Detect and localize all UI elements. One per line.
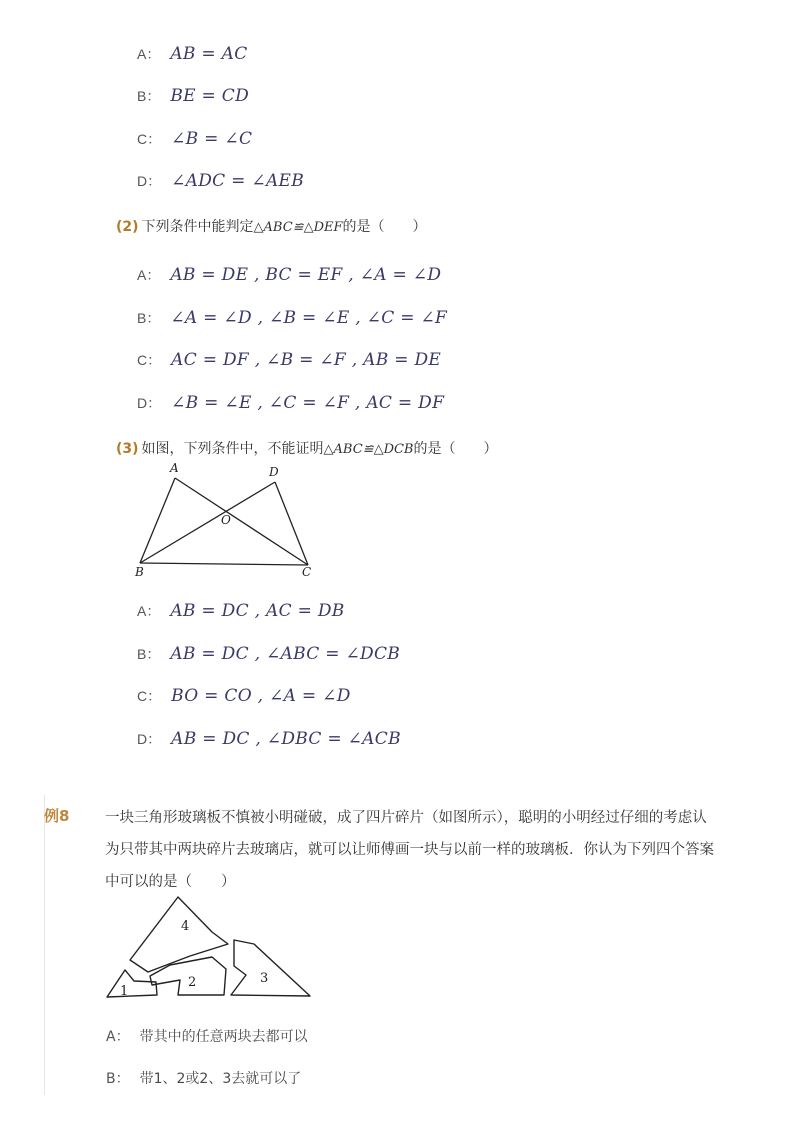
option-label: A：	[137, 267, 161, 283]
question-3	[116, 438, 498, 458]
option-math: AC = DF , ∠B = ∠F , AB = DE	[171, 350, 442, 370]
point-label-o: O	[221, 513, 231, 527]
point-label-c: C	[302, 565, 312, 579]
answer-label: B：	[106, 1071, 130, 1087]
question-text: 下列条件中能判定	[141, 219, 254, 235]
example-text-line-3: 中可以的是（ ）	[105, 874, 236, 890]
question-text: 如图，下列条件中，不能证明	[141, 441, 324, 457]
option-label: D：	[137, 173, 162, 189]
q1-option-b[interactable]	[137, 86, 249, 106]
example-answer-a[interactable]	[106, 1026, 308, 1046]
option-label: A：	[137, 603, 161, 619]
example-text-line-1: 一块三角形玻璃板不慎被小明碰破，成了四片碎片（如图所示），聪明的小明经过仔细的考虑认	[105, 810, 707, 826]
q3-option-d[interactable]	[137, 729, 401, 749]
option-math: ∠B = ∠E , ∠C = ∠F , AC = DF	[171, 393, 445, 413]
option-math: AB = DC , AC = DB	[170, 601, 345, 621]
option-label: A：	[137, 46, 161, 62]
option-math: BE = CD	[170, 86, 250, 106]
option-label: B：	[137, 646, 161, 662]
q3-option-a[interactable]	[137, 601, 345, 621]
point-label-b: B	[135, 565, 144, 579]
option-math: ∠ADC = ∠AEB	[171, 171, 305, 191]
question-number: (2)	[116, 219, 139, 235]
example-label: 例8	[44, 807, 70, 825]
option-label: B：	[137, 88, 161, 104]
q2-option-b[interactable]	[137, 308, 447, 328]
segment-dc	[275, 482, 308, 565]
option-label: D：	[137, 395, 162, 411]
option-label: C：	[137, 131, 162, 147]
point-label-d: D	[269, 465, 279, 479]
answer-label: A：	[106, 1029, 130, 1045]
q3-option-c[interactable]	[137, 686, 351, 706]
q1-option-a[interactable]	[137, 44, 248, 64]
answer-text: 带1、2或2、3去就可以了	[139, 1071, 302, 1087]
q3-option-b[interactable]	[137, 644, 400, 664]
glass-piece-3	[231, 940, 310, 996]
segment-bc	[140, 563, 308, 565]
piece-label-4: 4	[181, 919, 190, 934]
q2-option-d[interactable]	[137, 393, 444, 413]
option-math: AB = DC , ∠DBC = ∠ACB	[171, 729, 401, 749]
option-math: AB = DC , ∠ABC = ∠DCB	[170, 644, 401, 664]
triangle-expression: △ABC≌△DEF	[253, 220, 343, 235]
option-label: B：	[137, 310, 161, 326]
example-divider	[44, 795, 45, 1095]
piece-label-2: 2	[188, 975, 197, 990]
point-label-a: A	[170, 461, 179, 475]
q1-option-c[interactable]	[137, 129, 252, 149]
triangle-figure	[130, 458, 330, 583]
option-math: AB = AC	[170, 44, 248, 64]
piece-label-1: 1	[120, 984, 129, 999]
question-text-end: 的是（ ）	[342, 219, 427, 235]
question-text-end: 的是（ ）	[413, 441, 498, 457]
glass-pieces-figure	[100, 892, 320, 1004]
option-math: ∠B = ∠C	[171, 129, 253, 149]
segment-ab	[140, 478, 175, 563]
option-math: AB = DE , BC = EF , ∠A = ∠D	[170, 265, 442, 285]
glass-piece-4	[130, 897, 228, 972]
answer-text: 带其中的任意两块去都可以	[139, 1029, 308, 1045]
segment-ac	[175, 478, 308, 565]
q2-option-c[interactable]	[137, 350, 441, 370]
piece-label-3: 3	[260, 971, 269, 986]
glass-piece-1	[107, 970, 157, 997]
option-label: D：	[137, 731, 162, 747]
question-number: (3)	[116, 441, 139, 457]
q1-option-d[interactable]	[137, 171, 304, 191]
option-label: C：	[137, 352, 162, 368]
segment-db	[140, 482, 275, 563]
option-math: ∠A = ∠D , ∠B = ∠E , ∠C = ∠F	[170, 308, 448, 328]
question-2	[116, 216, 427, 236]
option-math: BO = CO , ∠A = ∠D	[171, 686, 351, 706]
q2-option-a[interactable]	[137, 265, 441, 285]
example-text-line-2: 为只带其中两块碎片去玻璃店，就可以让师傅画一块与以前一样的玻璃板．你认为下列四个答案	[105, 842, 714, 858]
triangle-expression: △ABC≌△DCB	[323, 442, 414, 457]
example-answer-b[interactable]	[106, 1068, 301, 1088]
option-label: C：	[137, 688, 162, 704]
